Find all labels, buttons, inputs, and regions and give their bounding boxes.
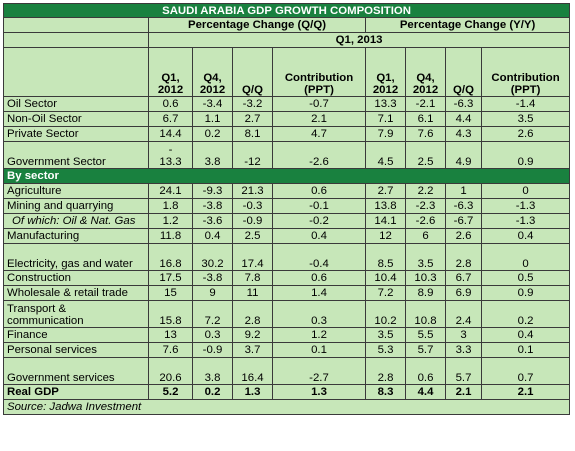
gdp-composition-table xyxy=(3,3,570,415)
cell: 6.9 xyxy=(446,286,482,301)
cell: -1.3 xyxy=(482,199,570,214)
col-header-line: Q1, xyxy=(161,72,180,84)
cell: 3.3 xyxy=(446,343,482,358)
header-period: Q1, 2013 xyxy=(149,33,570,48)
row-label: Manufacturing xyxy=(4,229,149,244)
cell: 6.1 xyxy=(406,112,446,127)
col-header-line: (PPT) xyxy=(510,84,541,96)
cell: 1.3 xyxy=(273,385,366,400)
cell: 0.9 xyxy=(482,286,570,301)
header-blank-cell xyxy=(4,18,149,33)
row-label: Agriculture xyxy=(4,184,149,199)
cell: 9 xyxy=(193,286,233,301)
cell: -12 xyxy=(233,142,273,169)
table-row xyxy=(4,343,570,358)
cell: 11 xyxy=(233,286,273,301)
cell: 3.5 xyxy=(482,112,570,127)
section-row xyxy=(4,169,570,184)
cell: 0.4 xyxy=(482,328,570,343)
cell xyxy=(149,142,193,169)
cell: 2.6 xyxy=(446,229,482,244)
cell: -0.9 xyxy=(193,343,233,358)
cell: 12 xyxy=(366,229,406,244)
cell: 21.3 xyxy=(233,184,273,199)
header-change-row xyxy=(4,18,570,33)
table-row xyxy=(4,286,570,301)
row-label: Of which: Oil & Nat. Gas xyxy=(4,214,149,229)
cell: 2.1 xyxy=(273,112,366,127)
cell: 13.3 xyxy=(366,97,406,112)
cell: -3.8 xyxy=(193,199,233,214)
col-header-line: Q4, xyxy=(203,72,222,84)
cell: 2.7 xyxy=(366,184,406,199)
cell: 0.3 xyxy=(193,328,233,343)
row-label: Oil Sector xyxy=(4,97,149,112)
row-label: Electricity, gas and water xyxy=(4,244,149,271)
col-header-line: 2012 xyxy=(199,84,226,96)
cell: 2.1 xyxy=(482,385,570,400)
cell: -2.6 xyxy=(406,214,446,229)
cell: 0 xyxy=(482,184,570,199)
cell: 4.4 xyxy=(446,112,482,127)
cell: -3.4 xyxy=(193,97,233,112)
cell: 7.2 xyxy=(366,286,406,301)
cell: 1.1 xyxy=(193,112,233,127)
cell: 3.8 xyxy=(193,358,233,385)
row-label: Real GDP xyxy=(4,385,149,400)
cell: 8.1 xyxy=(233,127,273,142)
cell: 7.6 xyxy=(406,127,446,142)
source-note: Source: Jadwa Investment xyxy=(4,400,570,415)
cell: 0.3 xyxy=(273,301,366,328)
table-row xyxy=(4,301,570,328)
cell-dash: - xyxy=(168,144,173,156)
cell: 5.2 xyxy=(149,385,193,400)
table-row xyxy=(4,214,570,229)
cell: 24.1 xyxy=(149,184,193,199)
row-label-line: Transport & xyxy=(7,303,67,315)
row-label: Wholesale & retail trade xyxy=(4,286,149,301)
title-row xyxy=(4,4,570,18)
cell: -6.3 xyxy=(446,199,482,214)
table-row xyxy=(4,358,570,385)
cell: -0.9 xyxy=(233,214,273,229)
cell: 15.8 xyxy=(149,301,193,328)
col-header-line: Contribution xyxy=(491,72,560,84)
cell: 4.4 xyxy=(406,385,446,400)
table-row xyxy=(4,127,570,142)
cell: 0.5 xyxy=(482,271,570,286)
cell: 17.4 xyxy=(233,244,273,271)
cell: 3 xyxy=(446,328,482,343)
cell: 7.9 xyxy=(366,127,406,142)
cell: 1.2 xyxy=(149,214,193,229)
cell: 1.3 xyxy=(233,385,273,400)
cell: -0.1 xyxy=(273,199,366,214)
cell: 3.8 xyxy=(193,142,233,169)
cell: 2.8 xyxy=(446,244,482,271)
cell: 0.2 xyxy=(193,127,233,142)
cell: -2.6 xyxy=(273,142,366,169)
cell: 4.3 xyxy=(446,127,482,142)
table-row xyxy=(4,112,570,127)
cell: 9.2 xyxy=(233,328,273,343)
cell: 2.5 xyxy=(406,142,446,169)
cell: 2.1 xyxy=(446,385,482,400)
cell: 2.5 xyxy=(233,229,273,244)
row-label: Private Sector xyxy=(4,127,149,142)
cell: 16.4 xyxy=(233,358,273,385)
table-row xyxy=(4,142,570,169)
header-columns-row xyxy=(4,48,570,97)
cell: 0.2 xyxy=(482,301,570,328)
col-header-line: Q/Q xyxy=(453,84,474,96)
cell: 7.1 xyxy=(366,112,406,127)
cell: 3.5 xyxy=(406,244,446,271)
row-label: Personal services xyxy=(4,343,149,358)
header-period-row xyxy=(4,33,570,48)
table-row xyxy=(4,244,570,271)
cell: -1.3 xyxy=(482,214,570,229)
cell: -6.7 xyxy=(446,214,482,229)
table-row xyxy=(4,199,570,214)
cell: -3.2 xyxy=(233,97,273,112)
cell: -0.2 xyxy=(273,214,366,229)
row-label: Mining and quarrying xyxy=(4,199,149,214)
cell: 2.8 xyxy=(233,301,273,328)
cell: -9.3 xyxy=(193,184,233,199)
cell: 2.7 xyxy=(233,112,273,127)
cell: 15 xyxy=(149,286,193,301)
row-label: Non-Oil Sector xyxy=(4,112,149,127)
cell: 1.4 xyxy=(273,286,366,301)
cell: 2.8 xyxy=(366,358,406,385)
header-qq: Percentage Change (Q/Q) xyxy=(149,18,366,33)
real-gdp-row xyxy=(4,385,570,400)
table-row xyxy=(4,184,570,199)
cell: 11.8 xyxy=(149,229,193,244)
col-header-line: 2012 xyxy=(412,84,439,96)
cell: 2.6 xyxy=(482,127,570,142)
table-row xyxy=(4,97,570,112)
cell: 3.5 xyxy=(366,328,406,343)
cell: 4.9 xyxy=(446,142,482,169)
cell: 5.7 xyxy=(406,343,446,358)
col-header-line: 2012 xyxy=(372,84,399,96)
cell: 6.7 xyxy=(149,112,193,127)
cell: 0.6 xyxy=(273,271,366,286)
col-header-line: Contribution xyxy=(284,72,354,84)
cell: 0.6 xyxy=(149,97,193,112)
cell: 0.2 xyxy=(193,385,233,400)
cell: 3.7 xyxy=(233,343,273,358)
header-blank-cell xyxy=(4,33,149,48)
cell: 4.5 xyxy=(366,142,406,169)
cell: 30.2 xyxy=(193,244,233,271)
cell: -3.8 xyxy=(193,271,233,286)
table-row xyxy=(4,328,570,343)
col-header-line: Q4, xyxy=(416,72,435,84)
header-blank-cell xyxy=(4,48,149,97)
cell: -2.1 xyxy=(406,97,446,112)
cell: 0.1 xyxy=(482,343,570,358)
cell: 7.8 xyxy=(233,271,273,286)
cell: 10.4 xyxy=(366,271,406,286)
col-header-line: 2012 xyxy=(157,84,184,96)
cell: 6 xyxy=(406,229,446,244)
table-row xyxy=(4,229,570,244)
cell: 5.7 xyxy=(446,358,482,385)
cell: 10.8 xyxy=(406,301,446,328)
cell: 7.6 xyxy=(149,343,193,358)
cell: -2.3 xyxy=(406,199,446,214)
cell: 7.2 xyxy=(193,301,233,328)
cell: 1.8 xyxy=(149,199,193,214)
cell: 0.6 xyxy=(406,358,446,385)
cell: 8.5 xyxy=(366,244,406,271)
row-label-line: communication xyxy=(7,315,84,327)
cell: 6.7 xyxy=(446,271,482,286)
cell: -0.7 xyxy=(273,97,366,112)
cell: 4.7 xyxy=(273,127,366,142)
cell: 0.4 xyxy=(482,229,570,244)
row-label: Government services xyxy=(4,358,149,385)
section-label: By sector xyxy=(4,169,570,184)
source-row xyxy=(4,400,570,415)
col-header-line: Q1, xyxy=(376,72,395,84)
cell: 0 xyxy=(482,244,570,271)
row-label: Finance xyxy=(4,328,149,343)
cell: -2.7 xyxy=(273,358,366,385)
cell: 0.4 xyxy=(193,229,233,244)
cell: 1 xyxy=(446,184,482,199)
cell: 0.6 xyxy=(273,184,366,199)
cell: 20.6 xyxy=(149,358,193,385)
col-header-line: Q/Q xyxy=(242,84,263,96)
col-header-line: (PPT) xyxy=(304,84,334,96)
cell: 0.4 xyxy=(273,229,366,244)
cell: 8.3 xyxy=(366,385,406,400)
cell: -0.3 xyxy=(233,199,273,214)
cell: 2.2 xyxy=(406,184,446,199)
cell: 2.4 xyxy=(446,301,482,328)
cell: -3.6 xyxy=(193,214,233,229)
cell: 0.1 xyxy=(273,343,366,358)
cell: 16.8 xyxy=(149,244,193,271)
cell: -0.4 xyxy=(273,244,366,271)
cell: 14.1 xyxy=(366,214,406,229)
cell: 10.3 xyxy=(406,271,446,286)
cell: 14.4 xyxy=(149,127,193,142)
cell: 0.7 xyxy=(482,358,570,385)
row-label: Construction xyxy=(4,271,149,286)
cell: 5.3 xyxy=(366,343,406,358)
cell: 10.2 xyxy=(366,301,406,328)
cell: 1.2 xyxy=(273,328,366,343)
table-row xyxy=(4,271,570,286)
cell: 13 xyxy=(149,328,193,343)
table-title: SAUDI ARABIA GDP GROWTH COMPOSITION xyxy=(4,4,570,18)
cell: 5.5 xyxy=(406,328,446,343)
header-yy: Percentage Change (Y/Y) xyxy=(366,18,570,33)
cell: 17.5 xyxy=(149,271,193,286)
cell: 8.9 xyxy=(406,286,446,301)
cell: -1.4 xyxy=(482,97,570,112)
cell: 13.8 xyxy=(366,199,406,214)
row-label xyxy=(4,301,149,328)
cell: 0.9 xyxy=(482,142,570,169)
cell: -6.3 xyxy=(446,97,482,112)
cell-value: 13.3 xyxy=(159,156,182,168)
gdp-table-frame xyxy=(3,3,569,415)
row-label: Government Sector xyxy=(4,142,149,169)
